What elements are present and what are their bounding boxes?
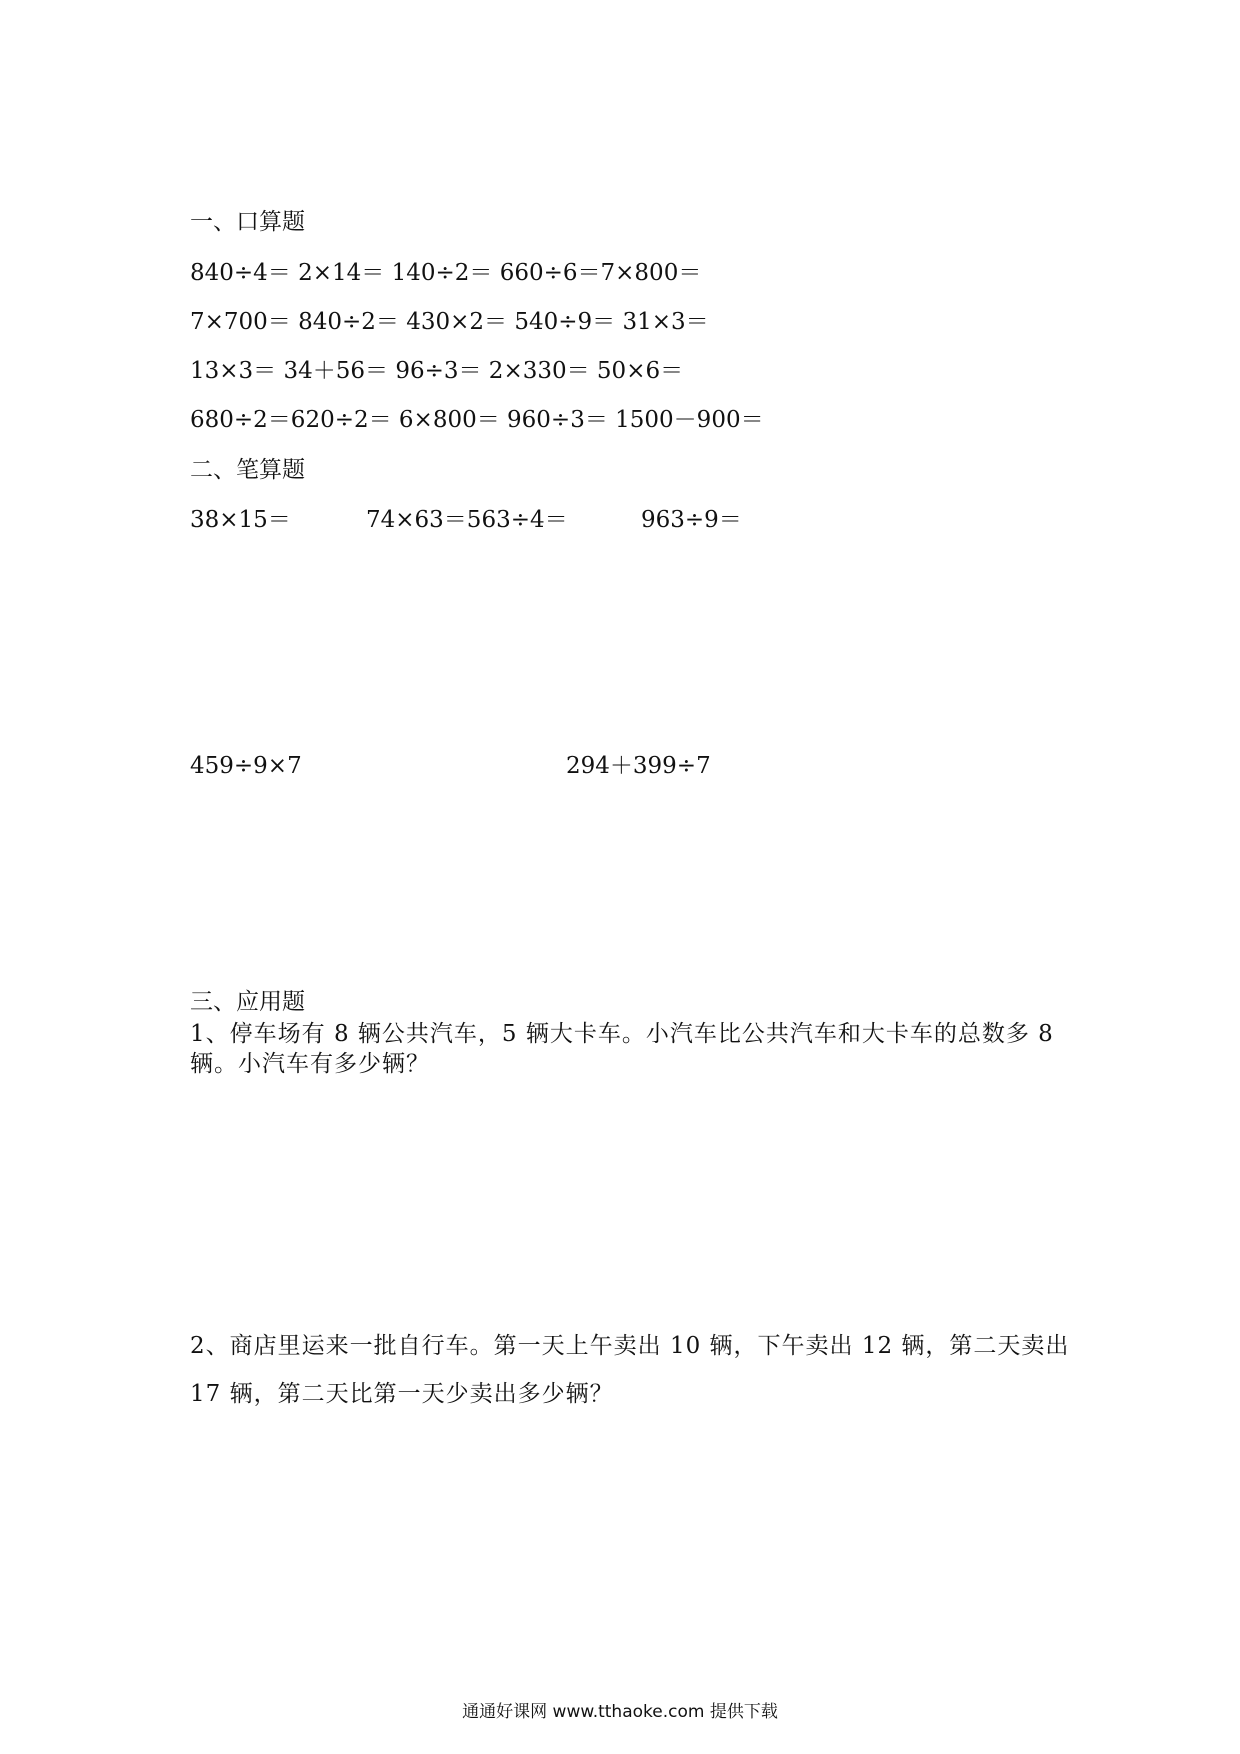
- word-problem-2: 2、商店里运来一批自行车。第一天上午卖出 10 辆，下午卖出 12 辆，第二天卖出 17 辆，第二天比第一天少卖出多少辆？: [190, 1333, 1070, 1407]
- written-calc-3: 963÷9＝: [641, 507, 742, 533]
- mental-math-row-1: 840÷4＝ 2×14＝ 140÷2＝ 660÷6＝7×800＝: [190, 260, 702, 286]
- section2-title: 二、笔算题: [190, 457, 305, 483]
- written-calc-1: 38×15＝: [190, 507, 291, 533]
- section3-title: 三、应用题: [190, 989, 305, 1015]
- written-calc-5: 294＋399÷7: [566, 753, 711, 779]
- word-problem-1: 1、停车场有 8 辆公共汽车，5 辆大卡车。小汽车比公共汽车和大卡车的总数多 8 辆。小汽车有多少辆？: [190, 1021, 1054, 1077]
- mental-math-row-3: 13×3＝ 34＋56＝ 96÷3＝ 2×330＝ 50×6＝: [190, 358, 684, 384]
- page-footer: 通通好课网 www.tthaoke.com 提供下载: [462, 1702, 778, 1722]
- section1-title: 一、口算题: [190, 209, 305, 235]
- written-calc-4: 459÷9×7: [190, 753, 302, 779]
- mental-math-row-4: 680÷2＝620÷2＝ 6×800＝ 960÷3＝ 1500－900＝: [190, 407, 764, 433]
- mental-math-row-2: 7×700＝ 840÷2＝ 430×2＝ 540÷9＝ 31×3＝: [190, 309, 709, 335]
- written-calc-2: 74×63＝563÷4＝: [366, 507, 568, 533]
